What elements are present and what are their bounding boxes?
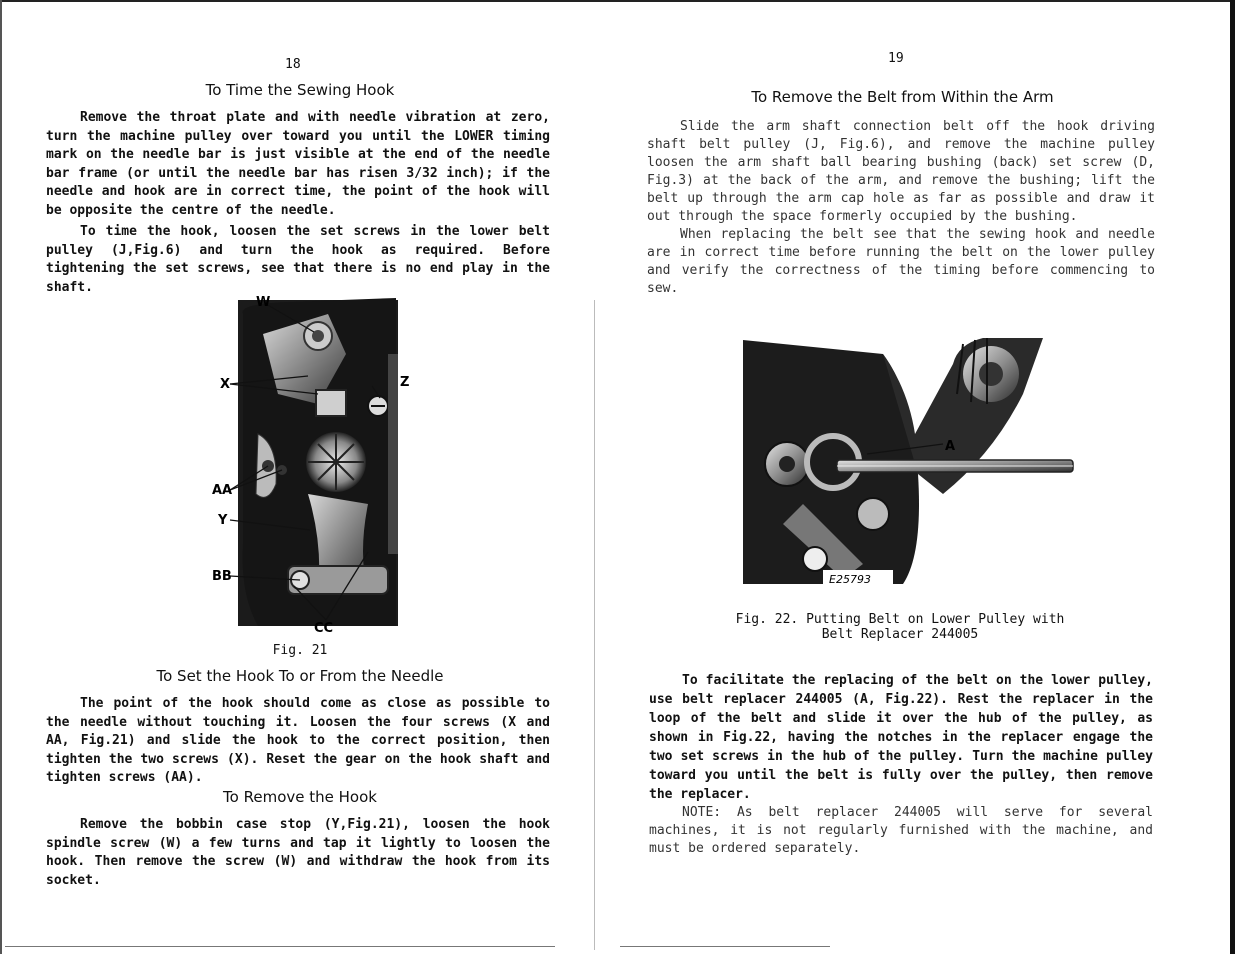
page-edge-left <box>0 0 2 954</box>
left-page <box>40 0 560 954</box>
paragraph-note: NOTE: As belt replacer 244005 will serve for several machines, it is not regularly furnished with the machine, and must be ordered separately. <box>649 805 1153 856</box>
page-edge-right <box>1230 0 1235 954</box>
paragraph-time-hook-2: To time the hook, loosen the set screws in the lower belt pulley (J,Fig.6) and turn the hook as required. Before tightening the set screws, see that there is no end play in the shaft. <box>46 224 550 295</box>
paragraph-remove-belt-2: When replacing the belt see that the sewing hook and needle are in correct time before running the belt on the lower pulley and verify the correctness of the timing before commencing to sew. <box>647 227 1155 296</box>
paragraph-remove-belt-1: Slide the arm shaft connection belt off the hook driving shaft belt pulley (J, Fig.6), and remove the machine pulley loosen the arm shaft ball bearing bushing (back) set screw (D, Fig.3) at the back of the arm, and remove the bushing; lift the belt up through the arm cap hole as far as possible and draw it out through the space formerly occupied by the bushing. <box>647 119 1155 224</box>
section-heading-time-hook: To Time the Sewing Hook <box>205 81 395 99</box>
label-w: W <box>256 295 271 310</box>
paragraph-remove-hook: Remove the bobbin case stop (Y,Fig.21), loosen the hook spindle screw (W) a few turns and tap it lightly to loosen the hook. Then remove the screw (W) and withdraw the hook from its socket. <box>46 817 550 888</box>
paragraph-time-hook-1: Remove the throat plate and with needle vibration at zero, turn the machine pulley over toward you until the LOWER timing mark on the needle bar is just visible at the end of the needle bar frame (or until the needle bar has risen 3/32 inch); if the needle and hook are in correct time, the point of the hook will be opposite the centre of the needle. <box>46 110 550 218</box>
book-spine <box>594 300 595 950</box>
section-heading-set-hook: To Set the Hook To or From the Needle <box>156 667 444 685</box>
bottom-rule-left <box>5 946 555 947</box>
label-aa: AA <box>212 483 233 498</box>
caption-line-1: Fig. 22. Putting Belt on Lower Pulley with <box>735 612 1065 627</box>
figure-21 <box>168 294 408 634</box>
belt-replacer-photo <box>743 334 1083 594</box>
right-page <box>640 0 1165 954</box>
label-cc: CC <box>314 621 334 636</box>
bottom-rule-right <box>620 946 830 947</box>
figure-22 <box>743 334 1083 594</box>
label-bb: BB <box>212 569 232 584</box>
paragraph-replacer: To facilitate the replacing of the belt on the lower pulley, use belt replacer 244005 (A, Fig.22). Rest the replacer in the loop of the belt and slide it over the hub of the pulley, as shown in Fig.22, having the notches in the replacer engage the two set screws in the hub of the pulley. Turn the machine pulley toward you until the belt is fully over the pulley, then remove the replacer. <box>649 673 1153 802</box>
page-number: 19 <box>888 51 904 66</box>
photo-stamp: E25793 <box>829 573 871 586</box>
page-number: 18 <box>285 57 301 72</box>
figure-21-caption: Fig. 21 <box>272 643 328 658</box>
section-heading-remove-hook: To Remove the Hook <box>223 788 377 806</box>
paragraph-set-hook: The point of the hook should come as close as possible to the needle without touching it. Loosen the four screws (X and AA, Fig.21) and slide the hook to the correct position, then tighten the two screws (X). Reset the gear on the hook shaft and tighten screws (AA). <box>46 696 550 785</box>
label-y: Y <box>218 513 228 528</box>
sewing-hook-photo <box>168 294 408 634</box>
section-heading-remove-belt: To Remove the Belt from Within the Arm <box>751 88 1054 106</box>
label-x: X <box>220 377 231 392</box>
figure-22-caption <box>710 612 1090 642</box>
label-z: Z <box>400 375 410 390</box>
label-a: A <box>945 439 956 454</box>
caption-line-2: Belt Replacer 244005 <box>821 627 979 642</box>
